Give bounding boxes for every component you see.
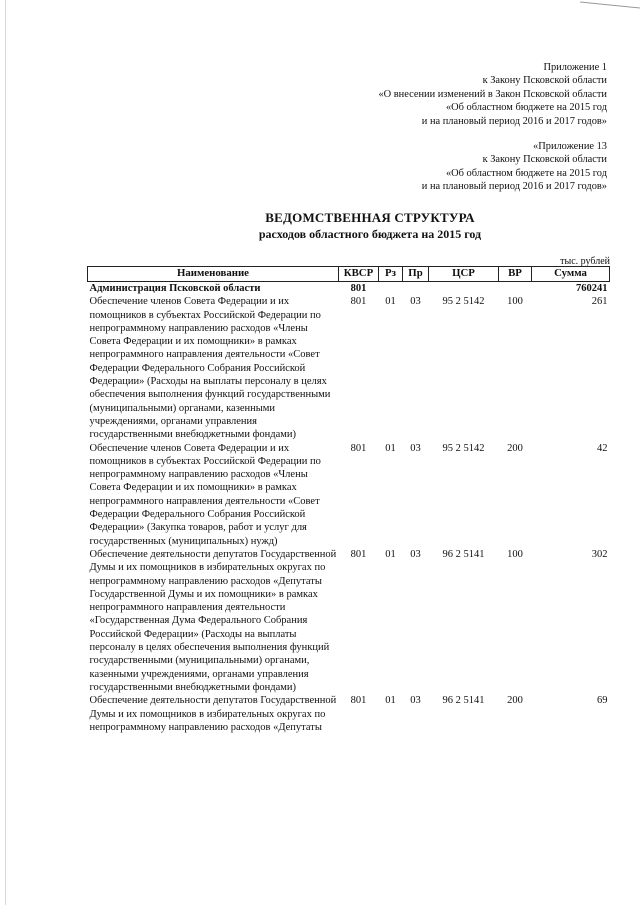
cell-pr: 03 [410, 296, 421, 308]
cell-vr: 100 [507, 296, 523, 308]
header-csr: ЦСР [429, 267, 499, 282]
cell-name: Обеспечение деятельности депутатов Государственной Думы и их помощников в избирательных округах по непрограммному направлению расходов «Депутаты Государственной Думы и их помощники» в рамках непрограммного направления деятельности «Государственная Дума Федерального Собрания Российской Федерации» (Расходы на выплаты персоналу в целях обеспечения выполнения функций государственными (муниципальными) органами, казенными учреждениями, органами управления государственными внебюджетными фондами) [89, 548, 337, 693]
appendix-13-line: к Закону Псковской области [482, 154, 607, 166]
scan-corner-mark [580, 0, 640, 10]
cell-sum: 42 [597, 442, 608, 454]
cell-pr [403, 282, 429, 296]
appendix-1-line: «Об областном бюджете на 2015 год [445, 102, 607, 114]
appendix-1-line: к Закону Псковской области [482, 75, 607, 87]
appendix-13-line: и на плановый период 2016 и 2017 годов» [421, 181, 607, 193]
cell-sum: 760241 [576, 283, 608, 294]
cell-rz: 01 [385, 548, 396, 560]
cell-csr: 96 2 5141 [442, 548, 485, 560]
cell-sum: 69 [597, 695, 608, 707]
cell-kvsr: 801 [350, 442, 367, 454]
cell-rz [379, 282, 403, 296]
appendix-1-block [378, 61, 607, 128]
appendix-13-line: «Приложение 13 [533, 141, 607, 152]
budget-table [87, 266, 610, 734]
cell-rz: 01 [385, 296, 396, 308]
cell-csr: 96 2 5141 [442, 695, 485, 707]
appendix-1-line: Приложение 1 [543, 62, 607, 73]
table-row [88, 694, 610, 734]
cell-kvsr: 801 [350, 283, 367, 294]
header-name: Наименование [88, 267, 339, 282]
appendix-1-line: «О внесении изменений в Закон Псковской области [378, 88, 607, 100]
document-title: ВЕДОМСТВЕННАЯ СТРУКТУРА [265, 210, 475, 225]
cell-pr: 03 [410, 548, 421, 560]
cell-sum: 302 [591, 548, 608, 560]
appendix-1-line: и на плановый период 2016 и 2017 годов» [421, 115, 607, 127]
cell-csr: 95 2 5142 [442, 442, 485, 454]
table-row [88, 295, 610, 441]
header-rz: Рз [379, 267, 403, 282]
cell-vr: 100 [507, 548, 523, 560]
cell-csr: 95 2 5142 [442, 296, 485, 308]
cell-vr [499, 282, 532, 296]
cell-sum: 261 [591, 296, 608, 308]
cell-name: Администрация Псковской области [89, 283, 261, 294]
cell-kvsr: 801 [350, 695, 367, 707]
cell-rz: 01 [385, 695, 396, 707]
header-pr: Пр [403, 267, 429, 282]
header-vr: ВР [499, 267, 532, 282]
cell-name: Обеспечение членов Совета Федерации и их помощников в субъектах Российской Федерации по непрограммному направлению расходов «Члены Совета Федерации и их помощники» в рамках непрограммного направления деятельности «Совет Федерации Федерального Собрания Российской Федерации» (Закупка товаров, работ и услуг для государственных (муниципальных) нужд) [89, 442, 321, 547]
scan-edge-line [5, 0, 6, 905]
table-row [88, 282, 610, 296]
header-kvsr: КВСР [339, 267, 379, 282]
cell-kvsr: 801 [350, 548, 367, 560]
cell-pr: 03 [410, 442, 421, 454]
cell-pr: 03 [410, 695, 421, 707]
units-label: тыс. рублей [560, 256, 610, 267]
table-header-row [88, 267, 610, 282]
cell-vr: 200 [507, 442, 523, 454]
header-sum: Сумма [532, 267, 610, 282]
cell-csr [429, 282, 499, 296]
cell-vr: 200 [507, 695, 523, 707]
appendix-13-line: «Об областном бюджете на 2015 год [445, 167, 607, 179]
table-row [88, 442, 610, 548]
cell-name: Обеспечение деятельности депутатов Государственной Думы и их помощников в избирательных округах по непрограммному направлению расходов «Депутаты [89, 695, 337, 733]
cell-rz: 01 [385, 442, 396, 454]
table-row [88, 548, 610, 694]
cell-name: Обеспечение членов Совета Федерации и их помощников в субъектах Российской Федерации по непрограммному направлению расходов «Члены Совета Федерации и их помощники» в рамках непрограммного направления деятельности «Совет Федерации Федерального Собрания Российской Федерации» (Расходы на выплаты персоналу в целях обеспечения выполнения функций государственными (муниципальными) органами, казенными учреждениями, органами управления государственными внебюджетными фондами) [89, 296, 331, 441]
cell-kvsr: 801 [350, 296, 367, 308]
appendix-13-block [422, 140, 607, 194]
document-subtitle: расходов областного бюджета на 2015 год [258, 227, 482, 241]
